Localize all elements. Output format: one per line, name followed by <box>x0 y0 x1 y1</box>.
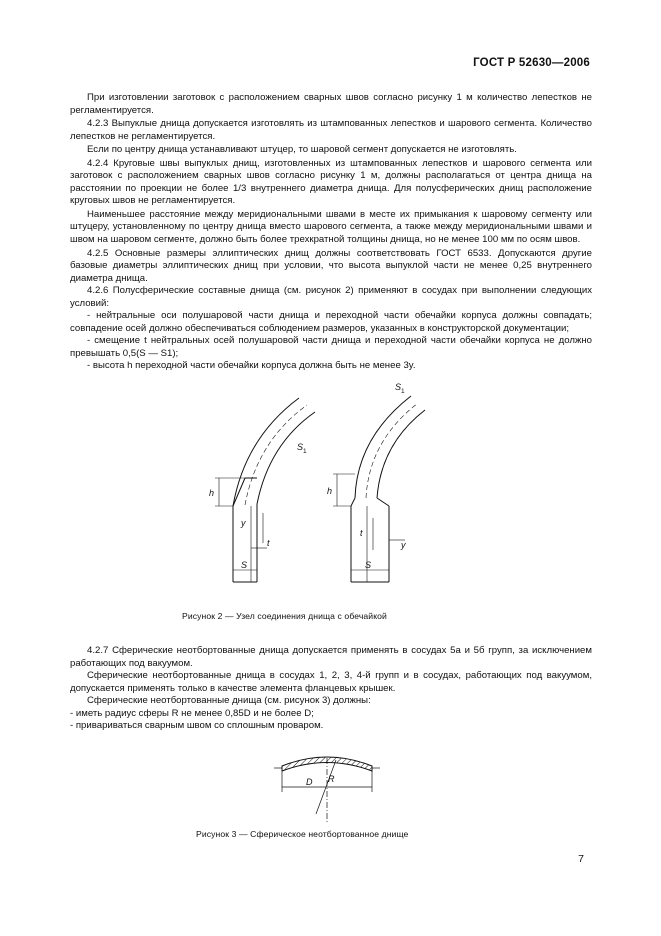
paragraph: При изготовлении заготовок с расположением сварных швов согласно рисунку 1 м количество лепестков не регламентируется. <box>70 92 592 116</box>
paragraph: 4.2.6 Полусферические составные днища (см. рисунок 2) применяют в сосудах при выполнении следующих условий: <box>70 285 592 309</box>
list-item: - нейтральные оси полушаровой части днища и переходной части обечайки корпуса должны совпадать; совпадение осей должно обеспечиваться соблюдением размеров, указанных в конструкторской документации; <box>70 310 592 334</box>
label-t-right: t <box>360 528 363 538</box>
label-t-left: t <box>267 538 270 548</box>
paragraph: 4.2.4 Круговые швы выпуклых днищ, изготовленных из штампованных лепестков и шарового сегмента или заготовок с расположением сварных швов согласно рисунку 1 м, должны располагаться от центра днища на расстоянии по проекции не более 1/3 внутреннего диаметра днища. Для полусферических днищ расположение круговых швов не регламентируется. <box>70 157 592 207</box>
paragraph: 4.2.3 Выпуклые днища допускается изготовлять из штампованных лепестков и шарового сегмента. Количество лепестков не регламентируется. <box>70 118 592 142</box>
figure-3-spherical-head-drawing <box>270 750 385 825</box>
paragraph: Сферические неотбортованные днища (см. рисунок 3) должны: <box>87 695 371 707</box>
figure-2-caption: Рисунок 2 — Узел соединения днища с обечайкой <box>182 611 387 621</box>
label-h-left: h <box>209 488 215 498</box>
paragraph: 4.2.5 Основные размеры эллиптических днищ должны соответствовать ГОСТ 6533. Допускаются другие базовые диаметры эллиптических днищ при условии, что высота выпуклой части не менее 0,25 внутреннего диаметра днища. <box>70 247 592 284</box>
paragraph: 4.2.7 Сферические неотбортованные днища допускается применять в сосудах 5а и 5б групп, за исключением работающих под вакуумом. <box>70 645 592 669</box>
label-s1-left: $S_1$ <box>297 442 307 455</box>
figure-2-joint-drawing <box>205 378 455 593</box>
label-d: D <box>306 777 313 787</box>
label-h-right: h <box>327 486 333 496</box>
page-number: 7 <box>578 853 584 865</box>
list-item: - привариваться сварным швом со сплошным проваром. <box>70 720 324 732</box>
paragraph: Наименьшее расстояние между меридиональными швами в месте их примыкания к шаровому сегменту или штуцеру, установленному по центру днища вместо шарового сегмента, а также между меридиональными швами и швом на шаровом сегменте, должно быть более трехкратной толщины днища, но не менее 100 мм по осям швов. <box>70 208 592 246</box>
body-text-top <box>70 92 592 373</box>
head-outer-arc-right <box>355 396 411 498</box>
label-s-right: S <box>365 560 372 570</box>
label-r: R <box>328 774 335 784</box>
paragraph: Сферические неотбортованные днища в сосудах 1, 2, 3, 4-й групп и в сосудах, работающих под вакуумом, допускается применять только в качестве элемента фланцевых крышек. <box>70 670 592 694</box>
figure-3-caption: Рисунок 3 — Сферическое неотбортованное днище <box>196 829 409 839</box>
label-s1-right: $S_1$ <box>395 382 405 395</box>
label-y-right: y <box>401 540 406 550</box>
label-y-left: y <box>241 518 246 528</box>
paragraph: Если по центру днища устанавливают штуцер, то шаровой сегмент допускается не изготовлять. <box>87 144 517 156</box>
body-text-bottom <box>70 645 592 733</box>
list-item: - смещение t нейтральных осей полушаровой части днища и переходной части обечайки корпуса не должно превышать 0,5(S — S1); <box>70 335 592 359</box>
list-item: - высота h переходной части обечайки корпуса должна быть не менее 3y. <box>87 360 416 372</box>
standard-code: ГОСТ Р 52630—2006 <box>473 57 590 69</box>
head-inner-arc-left <box>257 412 315 504</box>
label-s-left: S <box>241 560 248 570</box>
head-outer-arc-left <box>233 398 299 506</box>
list-item: - иметь радиус сферы R не менее 0,85D и не более D; <box>70 707 314 719</box>
head-inner-arc-right <box>377 410 425 498</box>
